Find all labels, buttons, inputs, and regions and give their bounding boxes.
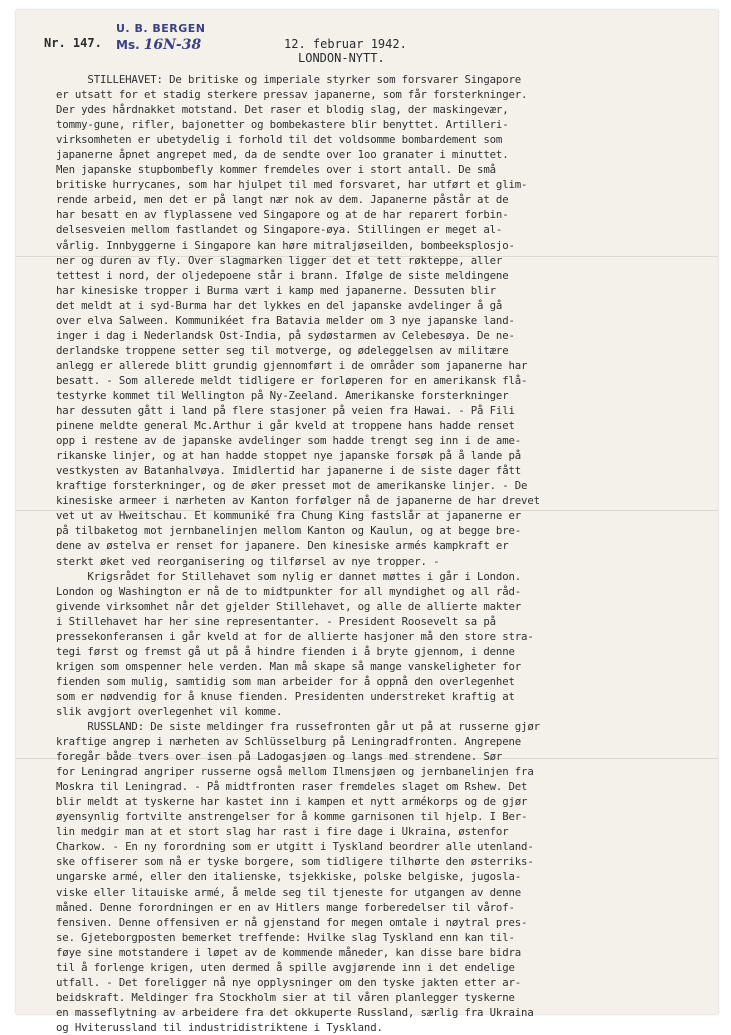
- text-line: givende virksomhet når det gjelder Stillehavet, og alle de allierte makter: [56, 599, 522, 613]
- text-line: utfall. - Det foreligger nå nye opplysninger om den tyske jakten etter ar-: [56, 975, 522, 989]
- text-line: rikanske linjer, og at han hadde stoppet nye japanske forsøk på å lande på: [56, 449, 522, 463]
- text-line: delsesveien mellom fastlandet og Singapore-øya. Stillingen er meget al-: [56, 223, 503, 237]
- text-line: ungarske armé, eller den italienske, tsjekkiske, polske belgiske, jugosla-: [56, 870, 522, 884]
- stamp-institution: U. B. BERGEN: [116, 22, 206, 35]
- text-line: pinene meldte general Mc.Arthur i går kveld at troppene hans hadde renset: [56, 419, 515, 433]
- document-title: LONDON-NYTT.: [298, 51, 385, 65]
- text-line: blir meldt at tyskerne har kastet inn i kampen et nytt armékorps og de gjør: [56, 795, 528, 809]
- text-line: fensiven. Denne offensiven er nå gjenstand for megen omtale i nøytral pres-: [56, 915, 528, 929]
- text-line: Der ydes hårdnakket motstand. Det raser et blodig slag, der maskingevær,: [56, 103, 509, 117]
- document-page: [16, 10, 718, 1034]
- text-line: i Stillehavet har her sine representanter. - President Roosevelt sa på: [56, 614, 496, 628]
- text-line: måned. Denne forordningen er en av Hitlers mange forberedelser til vårof-: [56, 900, 515, 914]
- stamp-ms-line: [116, 37, 205, 53]
- text-line: pressekonferansen i går kveld at for de allierte hasjoner må den store stra-: [56, 629, 534, 643]
- text-line: en masseflytning av arbeidere fra det okkuperte Russland, særlig fra Ukraina: [56, 1005, 534, 1019]
- text-line: slik avgjort overlegenhet vil komme.: [56, 704, 283, 718]
- text-line: inger i dag i Nederlandsk Ost-India, på sydøstarmen av Celebesøya. De ne-: [56, 328, 515, 342]
- text-line: foregår både tvers over isen på Ladogasjøen og langs med strendene. Sør: [56, 750, 503, 764]
- text-line: Charkow. - En ny forordning som er utgitt i Tyskland beordrer alle utenland-: [56, 840, 534, 854]
- text-line: rende arbeid, men det er på langt nær nok av dem. Japanerne påstår at de: [56, 193, 509, 207]
- text-line: Moskra til Leningrad. - På midtfronten raser fremdeles slaget om Rshew. Det: [56, 780, 528, 794]
- text-line: føye sine motstandere i løpet av de kommende måneder, kan disse bare bidra: [56, 945, 522, 959]
- text-line: London og Washington er nå de to midtpunkter for all myndighet og all råd-: [56, 584, 522, 598]
- text-line: anlegg er allerede blitt grundig gjennomført i de områder som japanerne har: [56, 358, 528, 372]
- text-line: tegi først og fremst gå ut på å hindre fienden i å bryte gjennom, i denne: [56, 644, 515, 658]
- stamp-ms-number: 16N-38: [143, 37, 202, 53]
- text-line: krigen som omspenner hele verden. Man må skape så mange vanskeligheter for: [56, 659, 522, 673]
- text-line: er utsatt for et stadig sterkere pressav japanerne, som får forsterkninger.: [56, 88, 528, 102]
- text-line: testyrke kommet til Wellington på Ny-Zeeland. Amerikanske forsterkninger: [56, 388, 509, 402]
- text-line: tettest i nord, der oljedepoene står i brann. Ifølge de siste meldingene: [56, 268, 509, 282]
- text-line: fienden som mulig, samtidig som man arbeider for å oppnå den overlegenhet: [56, 674, 515, 688]
- library-stamp: [116, 22, 205, 53]
- issue-number: Nr. 147.: [44, 36, 102, 50]
- text-line: RUSSLAND: De siste meldinger fra russefronten går ut på at russerne gjør: [56, 720, 540, 734]
- body-text: [56, 72, 696, 1035]
- text-line: se. Gjeteborgposten bemerket treffende: Hvilke slag Tyskland enn kan til-: [56, 930, 515, 944]
- text-line: har besatt en av flyplassene ved Singapore og at de har reparert forbin-: [56, 208, 509, 222]
- text-line: ske offiserer som nå er tyske borgere, som tidligere tilhørte den østerriks-: [56, 855, 534, 869]
- text-line: for Leningrad angriper russerne også mellom Ilmensjøen og jernbanelinjen fra: [56, 765, 534, 779]
- text-line: japanerne åpnet angrepet med, da de sendte over 1oo granater i minuttet.: [56, 148, 509, 162]
- text-line: som er nødvendig for å knuse fienden. Presidenten understreket kraftig at: [56, 689, 515, 703]
- text-line: britiske hurrycanes, som har hjulpet til med forsvaret, har utført et glim-: [56, 178, 528, 192]
- text-line: sterkt øket ved reorganisering og tilførsel av nye tropper. -: [56, 554, 440, 568]
- text-line: øyensynlig fortvilte anstrengelser for å komme garnisonen til hjelp. I Ber-: [56, 810, 528, 824]
- text-line: Krigsrådet for Stillehavet som nylig er dannet møttes i går i London.: [56, 569, 522, 583]
- issue-date: 12. februar 1942.: [284, 37, 407, 51]
- text-line: kraftige angrep i nærheten av Schlüsselburg på Leningradfronten. Angrepene: [56, 735, 522, 749]
- text-line: besatt. - Som allerede meldt tidligere er forløperen for en amerikansk flå-: [56, 373, 528, 387]
- text-line: kinesiske armeer i nærheten av Kanton forfølger nå de japanerne de har drevet: [56, 494, 540, 508]
- text-line: over elva Salween. Kommunikéet fra Batavia melder om 3 nye japanske land-: [56, 313, 515, 327]
- header-block: [284, 37, 407, 65]
- text-line: vårlig. Innbyggerne i Singapore kan høre mitraljøseilden, bombeeksplosjo-: [56, 238, 515, 252]
- text-line: Men japanske stupbombefly kommer fremdeles over i stort antall. De små: [56, 163, 496, 177]
- text-line: vestkysten av Batanhalvøya. Imidlertid har japanerne i de siste dager fått: [56, 464, 522, 478]
- text-line: det meldt at i syd-Burma har det lykkes en del japanske avdelinger å gå: [56, 298, 503, 312]
- text-line: opp i restene av de japanske avdelinger som hadde trengt seg inn i de ame-: [56, 434, 522, 448]
- text-line: til å forlenge krigen, uten dermed å spille avgjørende inn i det endelige: [56, 960, 515, 974]
- text-line: STILLEHAVET: De britiske og imperiale styrker som forsvarer Singapore: [56, 73, 522, 86]
- text-line: har dessuten gått i land på flere stasjoner på veien fra Hawai. - På Fili: [56, 404, 515, 418]
- text-line: viske eller litauiske armé, å melde seg til tjeneste for utgangen av denne: [56, 885, 522, 899]
- text-line: har kinesiske tropper i Burma vært i kamp med japanerne. Dessuten blir: [56, 283, 496, 297]
- text-line: ner og duren av fly. Over slagmarken ligger det et tett røkteppe, aller: [56, 253, 503, 267]
- text-line: derlandske troppene setter seg til motverge, og ødeleggelsen av militære: [56, 343, 509, 357]
- text-line: vet ut av Hweitschau. Et kommuniké fra Chung King fastslår at japanerne er: [56, 509, 522, 523]
- text-line: lin medgir man at et stort slag har rast i fire dage i Ukraina, østenfor: [56, 825, 509, 839]
- text-line: kraftige forsterkninger, og de øker presset mot de amerikanske linjer. - De: [56, 479, 528, 493]
- text-line: tommy-gune, rifler, bajonetter og bombekastere blir benyttet. Artilleri-: [56, 118, 509, 132]
- text-line: og Hviterussland til industridistriktene i Tyskland.: [56, 1020, 383, 1034]
- stamp-ms-prefix: Ms.: [116, 38, 140, 52]
- text-line: dene av østelva er renset for japanere. Den kinesiske armés kampkraft er: [56, 539, 509, 553]
- text-line: på tilbaketog mot jernbanelinjen mellom Kanton og Kaulun, og at begge bre-: [56, 524, 522, 538]
- text-line: beidskraft. Meldinger fra Stockholm sier at til våren planlegger tyskerne: [56, 990, 515, 1004]
- text-line: virksomheten er ubetydelig i forhold til det voldsomme bombardement som: [56, 133, 503, 147]
